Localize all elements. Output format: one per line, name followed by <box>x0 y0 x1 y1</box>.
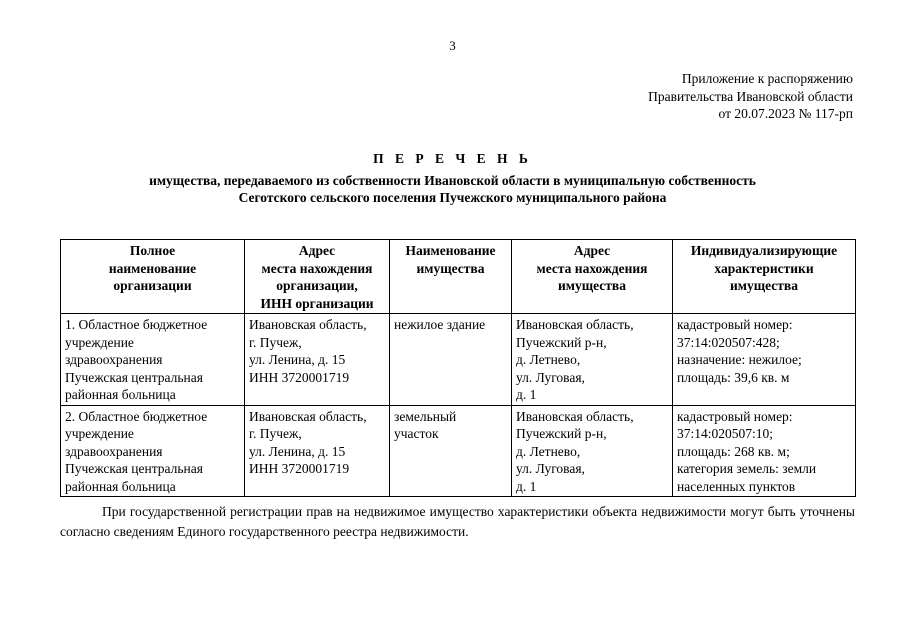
cell-org-address: Ивановская область, г. Пучеж, ул. Ленина, д. 15 ИНН 3720001719 <box>245 405 390 497</box>
header-org-address: Адрес места нахождения организации, ИНН организации <box>245 240 390 314</box>
page-number: 3 <box>449 38 456 53</box>
table-header-row <box>61 240 856 314</box>
document-subtitle <box>0 172 905 206</box>
cell-property-address: Ивановская область, Пучежский р-н, д. Летнево, ул. Луговая, д. 1 <box>512 314 673 406</box>
cell-characteristics: кадастровый номер: 37:14:020507:10; площадь: 268 кв. м; категория земель: земли населенных пунктов <box>673 405 856 497</box>
cell-property-name: земельный участок <box>390 405 512 497</box>
document-title: П Е Р Е Ч Е Н Ь <box>373 151 532 166</box>
table-row <box>61 405 856 497</box>
header-property-address: Адрес места нахождения имущества <box>512 240 673 314</box>
footnote-paragraph: При государственной регистрации прав на недвижимое имущество характеристики объекта недвижимости могут быть уточнены согласно сведениям Единого государственного реестра недвижимости. <box>60 504 855 539</box>
table-row <box>61 314 856 406</box>
appendix-line: Приложение к распоряжению <box>681 71 853 86</box>
cell-org-name: 2. Областное бюджетное учреждение здравоохранения Пучежская центральная районная больница <box>61 405 245 497</box>
appendix-header <box>648 70 853 123</box>
property-table <box>60 239 856 497</box>
subtitle-line: Сеготского сельского поселения Пучежского муниципального района <box>238 190 667 205</box>
header-property-name: Наименование имущества <box>390 240 512 314</box>
cell-characteristics: кадастровый номер: 37:14:020507:428; назначение: нежилое; площадь: 39,6 кв. м <box>673 314 856 406</box>
cell-property-name: нежилое здание <box>390 314 512 406</box>
cell-org-name: 1. Областное бюджетное учреждение здравоохранения Пучежская центральная районная больница <box>61 314 245 406</box>
header-org-name: Полное наименование организации <box>61 240 245 314</box>
subtitle-line: имущества, передаваемого из собственности Ивановской области в муниципальную собственность <box>149 173 756 188</box>
header-characteristics: Индивидуализирующие характеристики имущества <box>673 240 856 314</box>
cell-property-address: Ивановская область, Пучежский р-н, д. Летнево, ул. Луговая, д. 1 <box>512 405 673 497</box>
cell-org-address: Ивановская область, г. Пучеж, ул. Ленина, д. 15 ИНН 3720001719 <box>245 314 390 406</box>
appendix-line: Правительства Ивановской области <box>648 88 853 104</box>
appendix-date-line: от 20.07.2023 № 117-рп <box>718 106 853 121</box>
